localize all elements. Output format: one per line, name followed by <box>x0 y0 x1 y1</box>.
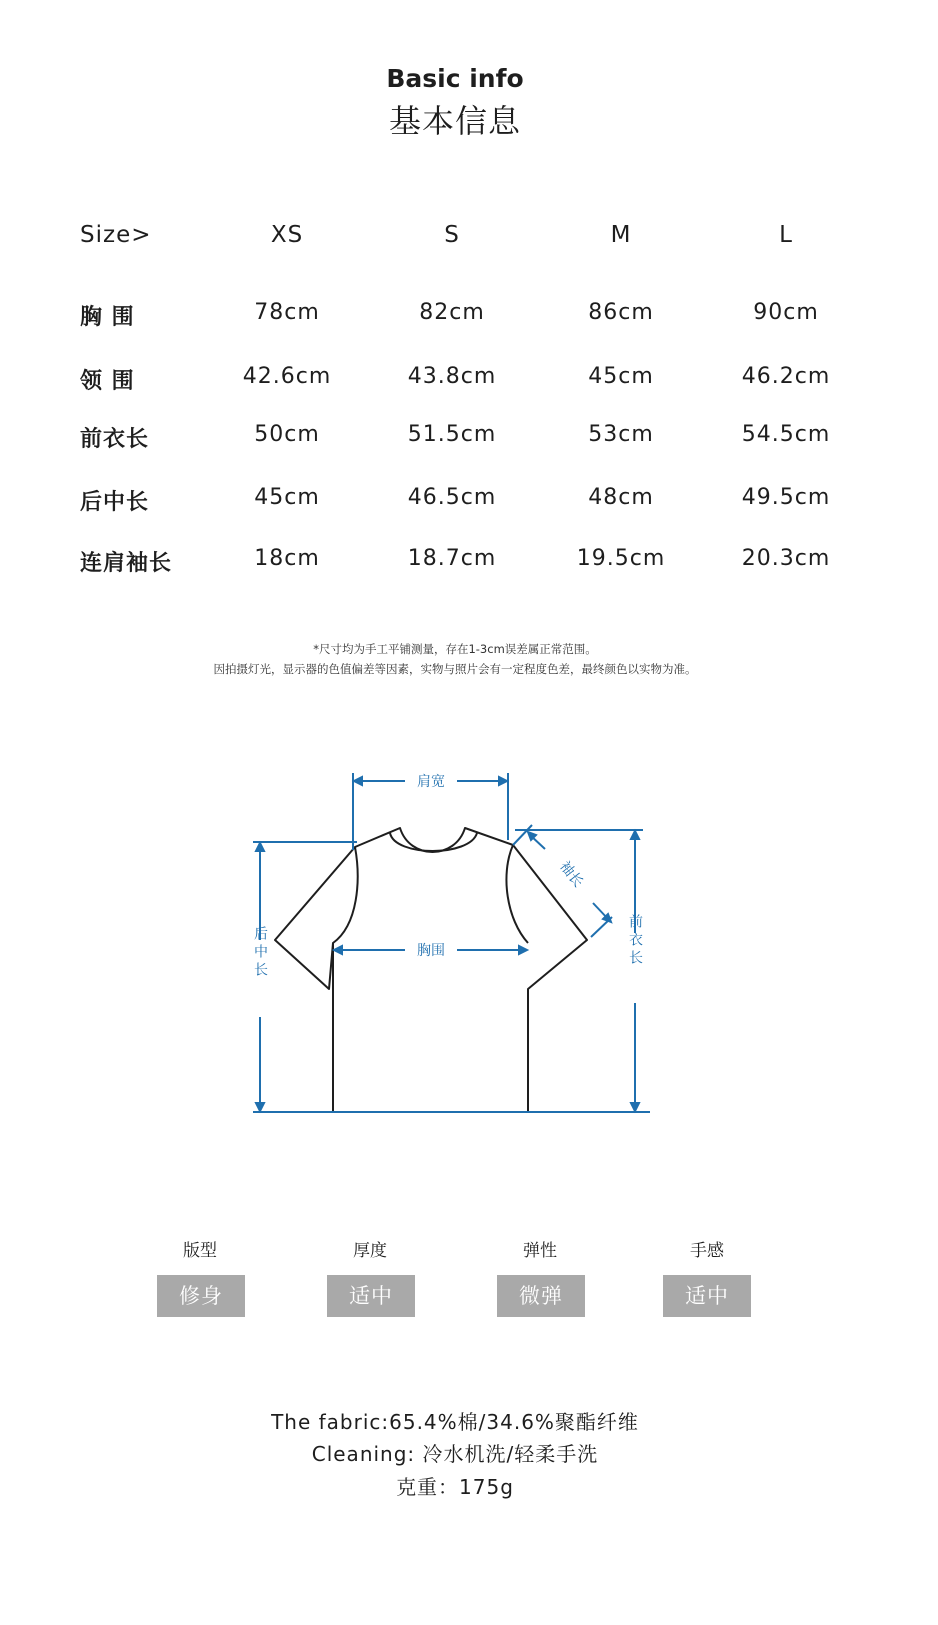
attribute-value-fit: 修身 <box>157 1275 245 1317</box>
table-cell: 90cm <box>753 300 819 325</box>
shoulder-label: 肩宽 <box>417 774 445 790</box>
row-label-neck: 领 围 <box>80 369 135 394</box>
dimension-lines <box>253 773 650 1112</box>
table-cell: 42.6cm <box>242 364 332 389</box>
front-length-label: 前衣长 <box>627 914 643 968</box>
table-cell: 46.2cm <box>741 364 831 389</box>
size-header-xs: XS <box>270 222 304 248</box>
chest-label: 胸围 <box>417 943 445 959</box>
row-label-back-length: 后中长 <box>80 490 150 515</box>
size-corner-label: Size> <box>80 222 152 248</box>
attribute-label-hand-feel: 手感 <box>690 1241 724 1261</box>
table-cell: 78cm <box>254 300 320 325</box>
table-cell: 53cm <box>588 422 654 447</box>
tshirt-outline <box>275 828 587 1112</box>
table-cell: 45cm <box>254 485 320 510</box>
tshirt-measurement-diagram <box>245 765 665 1125</box>
fabric-weight: 克重：175g <box>396 1475 514 1499</box>
size-header-m: M <box>610 222 632 248</box>
row-label-front-length: 前衣长 <box>80 427 150 452</box>
attribute-value-thickness: 适中 <box>327 1275 415 1317</box>
table-cell: 82cm <box>419 300 485 325</box>
table-cell: 51.5cm <box>407 422 497 447</box>
fabric-composition: The fabric:65.4%棉/34.6%聚酯纤维 <box>271 1410 639 1434</box>
size-header-l: L <box>779 222 793 248</box>
title-english: Basic info <box>386 64 524 93</box>
back-length-label: 后中长 <box>252 926 268 980</box>
cleaning-instructions: Cleaning: 冷水机洗/轻柔手洗 <box>311 1442 599 1466</box>
table-cell: 46.5cm <box>407 485 497 510</box>
table-cell: 20.3cm <box>741 546 831 571</box>
color-note: 因拍摄灯光，显示器的色值偏差等因素，实物与照片会有一定程度色差，最终颜色以实物为准。 <box>213 662 697 676</box>
table-cell: 86cm <box>588 300 654 325</box>
table-cell: 49.5cm <box>741 485 831 510</box>
table-cell: 48cm <box>588 485 654 510</box>
attribute-label-thickness: 厚度 <box>353 1241 387 1261</box>
size-header-s: S <box>444 222 460 248</box>
table-cell: 19.5cm <box>576 546 666 571</box>
table-cell: 54.5cm <box>741 422 831 447</box>
table-cell: 18cm <box>254 546 320 571</box>
title-chinese: 基本信息 <box>388 102 521 140</box>
table-cell: 45cm <box>588 364 654 389</box>
table-cell: 43.8cm <box>407 364 497 389</box>
measurement-note: *尺寸均为手工平铺测量，存在1-3cm误差属正常范围。 <box>313 642 597 656</box>
dimension-labels <box>252 774 643 980</box>
row-label-chest: 胸 围 <box>80 305 135 330</box>
attribute-label-elasticity: 弹性 <box>523 1241 557 1261</box>
table-cell: 18.7cm <box>407 546 497 571</box>
attribute-label-fit: 版型 <box>183 1241 217 1261</box>
attribute-value-elasticity: 微弹 <box>497 1275 585 1317</box>
attribute-value-hand-feel: 适中 <box>663 1275 751 1317</box>
table-cell: 50cm <box>254 422 320 447</box>
row-label-sleeve-length: 连肩袖长 <box>80 551 173 576</box>
sleeve-label: 袖长 <box>556 858 587 891</box>
